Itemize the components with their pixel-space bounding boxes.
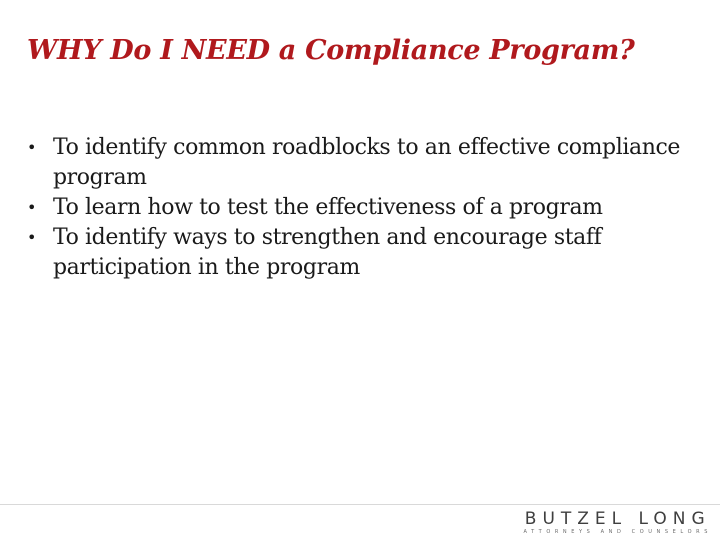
bullet-item [27, 133, 697, 193]
bullet-icon: • [27, 138, 37, 157]
firm-logo [523, 510, 712, 536]
bullet-list [27, 133, 697, 283]
bullet-text: To identify ways to strengthen and encourage staff participation in the program [53, 225, 602, 280]
logo-name: BUTZEL LONG [524, 509, 711, 529]
logo-tagline: ATTORNEYS AND COUNSELORS [523, 529, 712, 535]
bullet-icon: • [27, 228, 37, 247]
footer-divider [0, 504, 720, 505]
bullet-text: To identify common roadblocks to an effective compliance program [53, 135, 681, 190]
bullet-text: To learn how to test the effectiveness of a program [53, 195, 603, 220]
bullet-icon: • [27, 198, 37, 217]
bullet-item [27, 193, 697, 223]
slide-title: WHY Do I NEED a Compliance Program? [27, 35, 635, 66]
bullet-item [27, 223, 697, 283]
